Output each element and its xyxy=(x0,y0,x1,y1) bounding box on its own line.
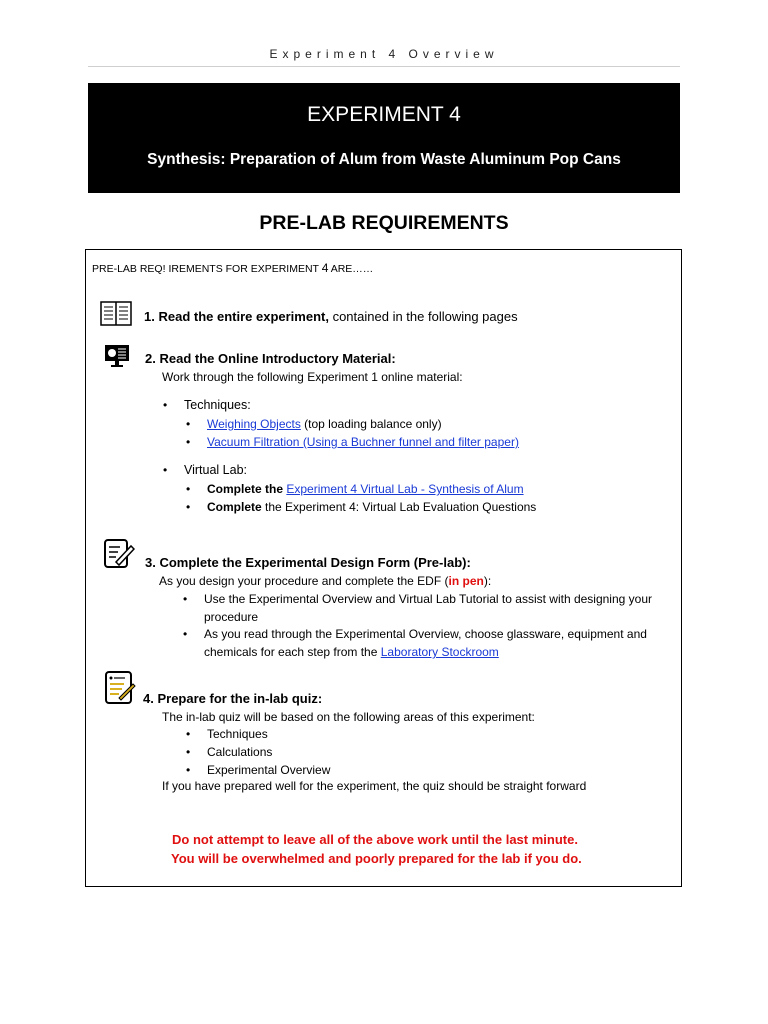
bullet: • xyxy=(186,417,191,431)
step4-description: The in-lab quiz will be based on the following areas of this experiment: xyxy=(162,710,535,724)
quiz-area-overview: Experimental Overview xyxy=(207,763,331,777)
step2-title: Read the Online Introductory Material: xyxy=(159,351,396,366)
step3-title: Complete the Experimental Design Form (Pre-lab): xyxy=(159,555,471,570)
weighing-objects-link[interactable]: Weighing Objects xyxy=(207,417,301,431)
bullet: • xyxy=(183,592,188,606)
techniques-label: Techniques: xyxy=(184,398,251,412)
step1-rest: contained in the following pages xyxy=(328,309,518,324)
intro-number: 4 xyxy=(321,261,329,275)
bullet: • xyxy=(183,627,188,641)
edf-bullet-1-line-2: procedure xyxy=(204,610,259,624)
virtual-item-complete-lab xyxy=(207,482,524,496)
quiz-area-calculations: Calculations xyxy=(207,745,273,759)
bullet: • xyxy=(186,500,191,514)
intro-suffix: ARE…… xyxy=(328,263,374,275)
technique-item-filtration xyxy=(207,435,519,449)
step1-text xyxy=(144,309,518,324)
laboratory-stockroom-link[interactable]: Laboratory Stockroom xyxy=(380,645,499,659)
edf-bullet-1-line-1: Use the Experimental Overview and Virtual Lab Tutorial to assist with designing your xyxy=(204,592,653,606)
step1-number: 1. xyxy=(144,309,155,324)
experiment-subtitle: Synthesis: Preparation of Alum from Waste Aluminum Pop Cans xyxy=(147,151,621,168)
edf-bullet-2-pre: chemicals for each step from the xyxy=(204,645,381,659)
virtual-lab-link[interactable]: Experiment 4 Virtual Lab - Synthesis of Alum xyxy=(286,482,524,496)
quiz-area-techniques: Techniques xyxy=(207,727,268,741)
computer-icon xyxy=(104,344,130,368)
running-header: Experiment 4 Overview xyxy=(269,47,499,61)
quiz-clipboard-icon xyxy=(104,670,136,706)
technique-item-rest: (top loading balance only) xyxy=(300,417,442,431)
bullet: • xyxy=(163,398,168,412)
in-pen-note: in pen xyxy=(448,574,484,588)
virtual-item-rest: the Experiment 4: Virtual Lab Evaluation Questions xyxy=(261,500,537,514)
form-pencil-icon xyxy=(103,538,135,570)
bullet: • xyxy=(186,435,191,449)
experiment-title: EXPERIMENT 4 xyxy=(307,103,461,126)
step3-number: 3. xyxy=(145,555,156,570)
header-divider xyxy=(88,66,680,67)
step2-heading xyxy=(145,351,396,366)
vacuum-filtration-link[interactable]: Vacuum Filtration (Using a Buchner funnel and filter paper) xyxy=(207,435,519,449)
step4-closing: If you have prepared well for the experiment, the quiz should be straight forward xyxy=(162,779,587,793)
step2-description: Work through the following Experiment 1 online material: xyxy=(162,370,463,384)
virtual-item-bold: Complete the xyxy=(207,482,287,496)
step2-number: 2. xyxy=(145,351,156,366)
edf-bullet-2-line-2 xyxy=(204,645,499,659)
warning-line-2: You will be overwhelmed and poorly prepared for the lab if you do. xyxy=(171,851,582,866)
title-banner xyxy=(88,83,680,193)
bullet: • xyxy=(186,745,191,759)
edf-bullet-2-line-1: As you read through the Experimental Overview, choose glassware, equipment and xyxy=(204,627,647,641)
book-icon xyxy=(100,300,132,327)
bullet: • xyxy=(186,727,191,741)
virtual-item-bold: Complete xyxy=(207,500,262,514)
warning-line-1: Do not attempt to leave all of the above work until the last minute. xyxy=(172,832,578,847)
step4-title: Prepare for the in-lab quiz: xyxy=(157,691,323,706)
requirements-intro xyxy=(92,261,373,275)
intro-prefix: PRE-LAB REQ! IREMENTS FOR EXPERIMENT xyxy=(92,263,322,275)
step4-heading xyxy=(143,691,322,706)
technique-item-weighing xyxy=(207,417,442,431)
bullet: • xyxy=(186,763,191,777)
section-title: PRE-LAB REQUIREMENTS xyxy=(259,212,509,234)
virtual-item-questions xyxy=(207,500,536,514)
step3-description xyxy=(159,574,491,588)
step4-number: 4. xyxy=(143,691,154,706)
bullet: • xyxy=(186,482,191,496)
step3-heading xyxy=(145,555,471,570)
step3-desc-pre: As you design your procedure and complete the EDF ( xyxy=(159,574,449,588)
bullet: • xyxy=(163,463,168,477)
step1-bold: Read the entire experiment, xyxy=(158,309,329,324)
step3-desc-post: ): xyxy=(483,574,492,588)
virtual-lab-label: Virtual Lab: xyxy=(184,463,248,477)
